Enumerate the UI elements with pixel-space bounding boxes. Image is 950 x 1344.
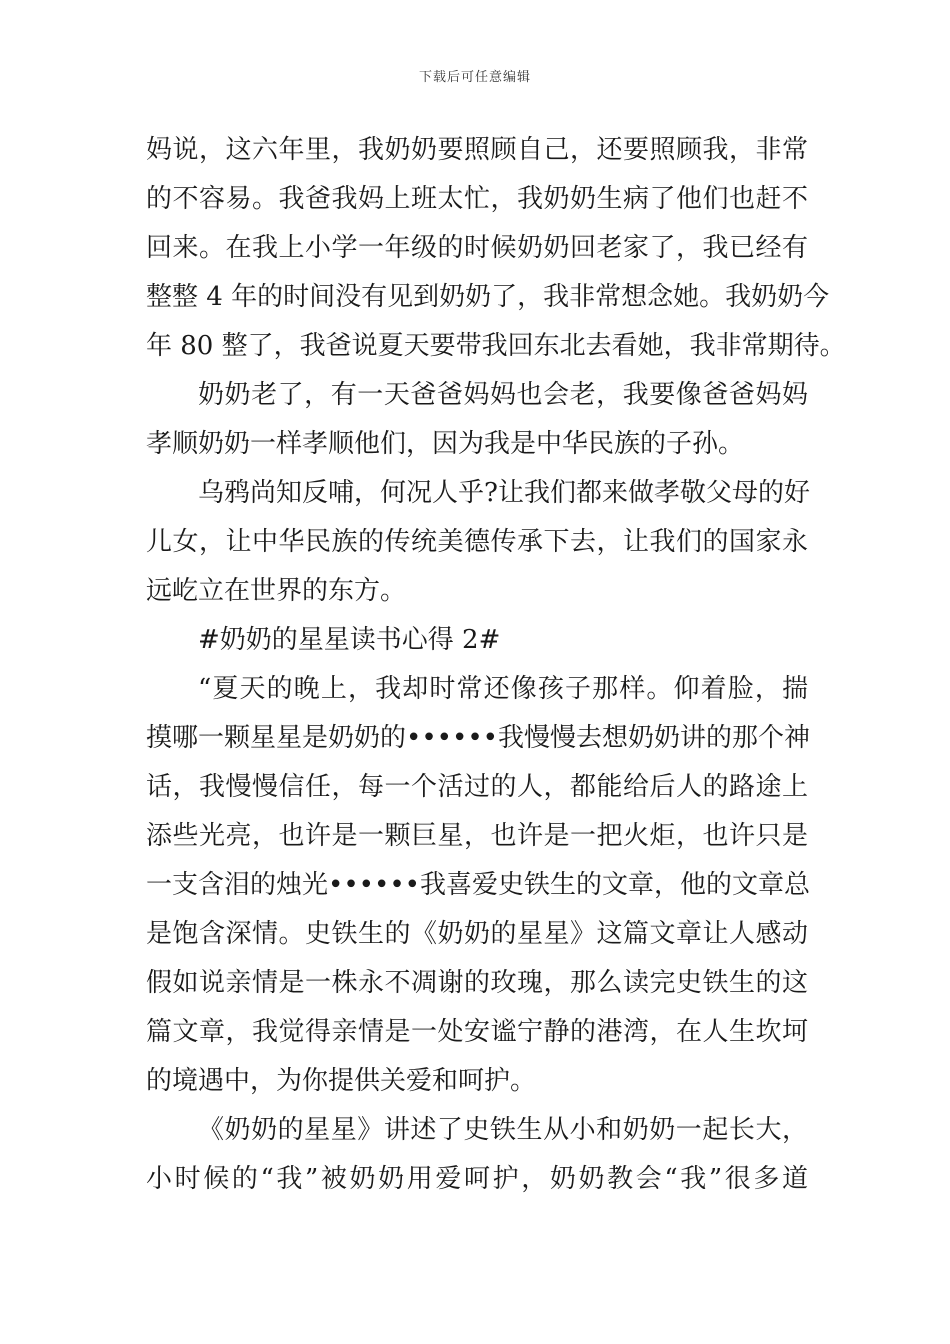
text-line: 的不容易。我爸我妈上班太忙，我奶奶生病了他们也赶不 <box>146 184 808 214</box>
text-line: 奶奶老了，有一天爸爸妈妈也会老，我要像爸爸妈妈 <box>198 380 808 410</box>
text-line: “夏天的晚上，我却时常还像孩子那样。仰着脸，揣 <box>198 674 808 704</box>
text-line: 孝顺奶奶一样孝顺他们，因为我是中华民族的子孙。 <box>146 429 745 459</box>
text-line: 乌鸦尚知反哺，何况人乎?让我们都来做孝敬父母的好 <box>198 478 810 508</box>
text-line: 添些光亮，也许是一颗巨星，也许是一把火炬，也许只是 <box>146 821 808 851</box>
text-line: 是饱含深情。史铁生的《奶奶的星星》这篇文章让人感动 <box>146 919 808 949</box>
text-line: 的境遇中，为你提供关爱和呵护。 <box>146 1066 537 1096</box>
text-line: 《奶奶的星星》讲述了史铁生从小和奶奶一起长大， <box>198 1115 808 1145</box>
text-line: 摸哪一颗星星是奶奶的••••••我慢慢去想奶奶讲的那个神 <box>146 723 811 753</box>
text-line: 假如说亲情是一株永不凋谢的玫瑰，那么读完史铁生的这 <box>146 968 808 998</box>
text-line: 回来。在我上小学一年级的时候奶奶回老家了，我已经有 <box>146 233 808 263</box>
text-line: 整整 4 年的时间没有见到奶奶了，我非常想念她。我奶奶今 <box>146 282 830 312</box>
document-body <box>146 126 846 1204</box>
text-line: #奶奶的星星读书心得 2# <box>198 625 501 655</box>
text-line: 小时候的“我”被奶奶用爱呵护，奶奶教会“我”很多道 <box>146 1164 808 1194</box>
page-header: 下载后可任意编辑 <box>418 70 531 85</box>
text-line: 一支含泪的烛光••••••我喜爱史铁生的文章，他的文章总 <box>146 870 811 900</box>
text-line: 儿女，让中华民族的传统美德传承下去，让我们的国家永 <box>146 527 808 557</box>
text-line: 远屹立在世界的东方。 <box>146 576 407 606</box>
text-line: 年 80 整了，我爸说夏天要带我回东北去看她，我非常期待。 <box>146 331 846 361</box>
text-line: 篇文章，我觉得亲情是一处安谧宁静的港湾，在人生坎坷 <box>146 1017 808 1047</box>
text-line: 妈说，这六年里，我奶奶要照顾自己，还要照顾我，非常 <box>146 135 808 165</box>
text-line: 话，我慢慢信任，每一个活过的人，都能给后人的路途上 <box>146 772 808 802</box>
